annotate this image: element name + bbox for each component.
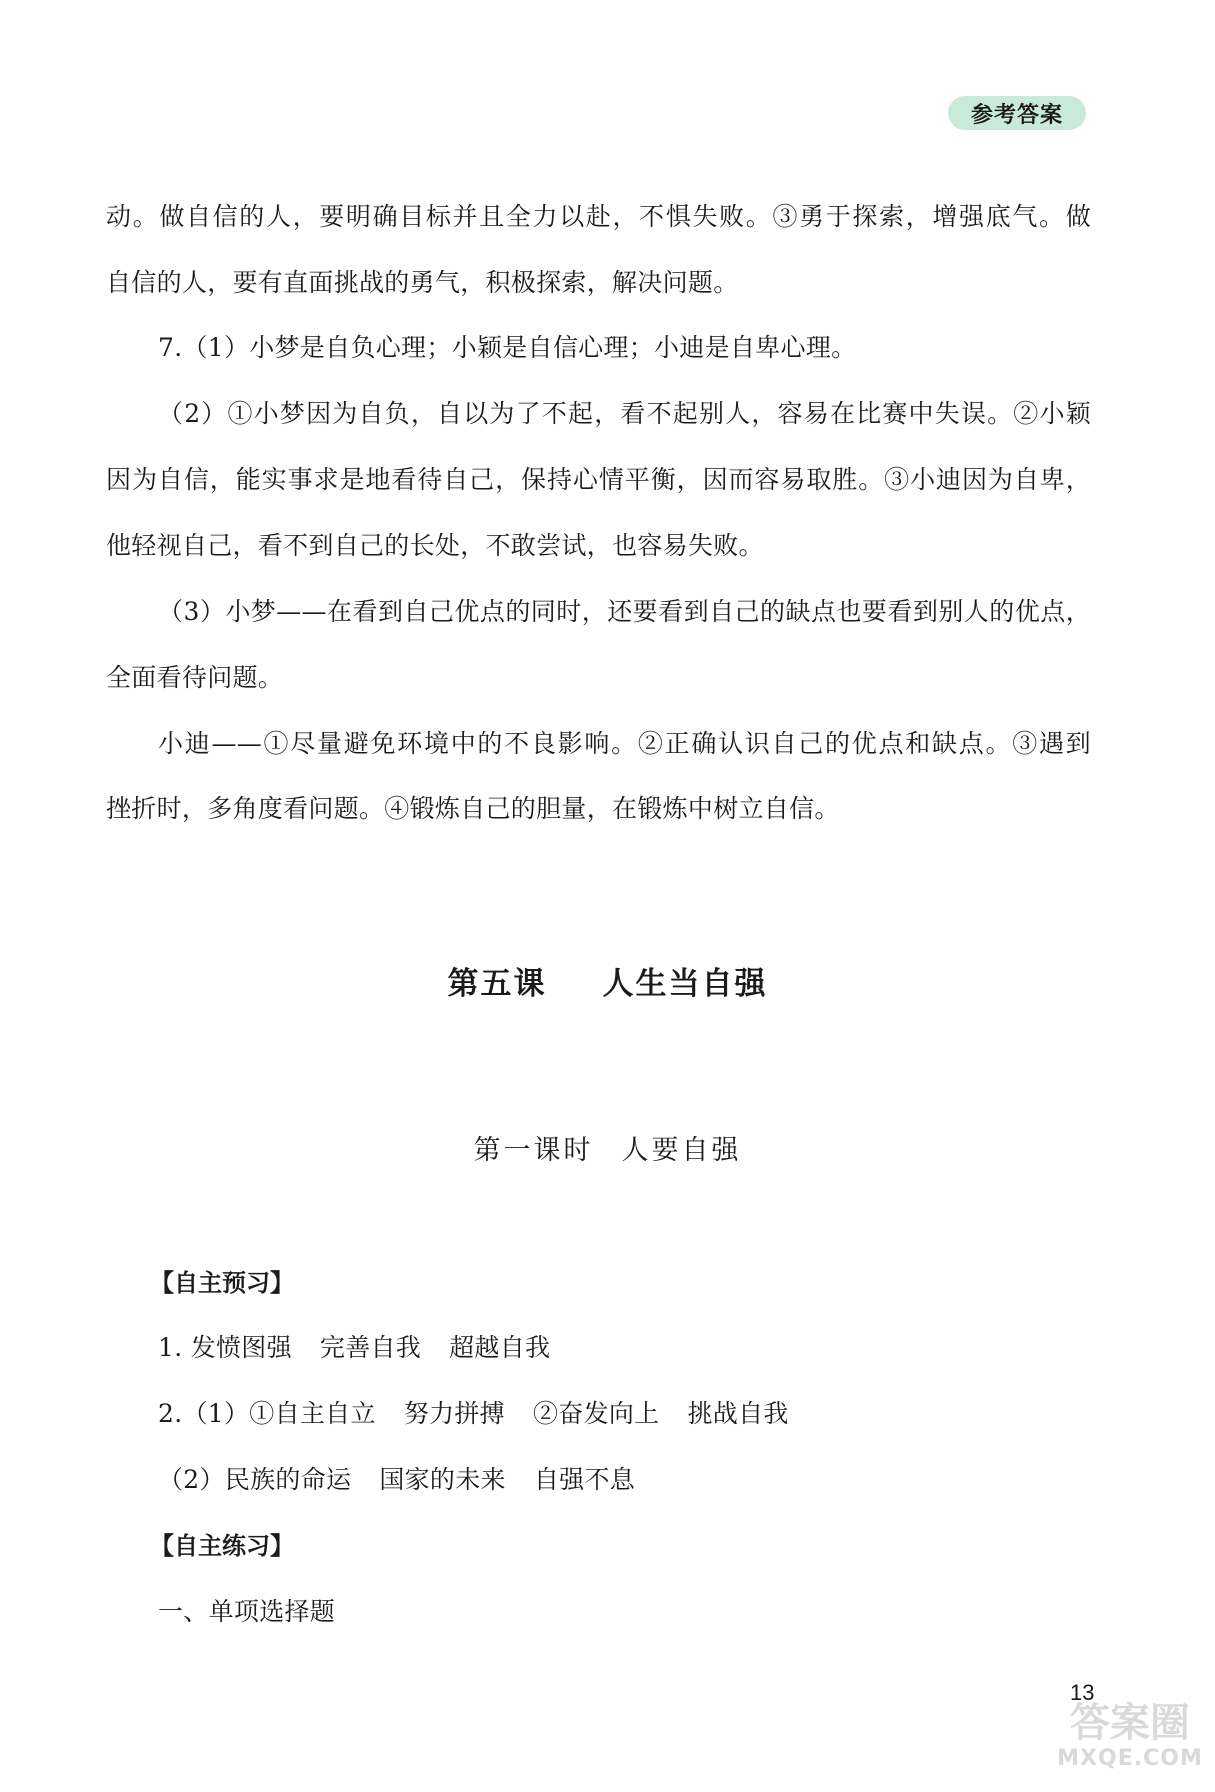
period-name: 人要自强: [621, 1135, 742, 1166]
lesson-title: [0, 958, 1215, 1003]
preview-q2-item: 努力拼搏: [403, 1399, 505, 1428]
preview-q2-num: 2.（1）: [158, 1399, 250, 1428]
question-7-1: 7.（1）小梦是自负心理；小颖是自信心理；小迪是自卑心理。: [158, 333, 857, 362]
watermark-text: 答案圈: [1070, 1700, 1190, 1746]
preview-q1: [158, 1331, 550, 1365]
preview-q1-item: 超越自我: [449, 1333, 551, 1362]
paragraph-line: 动。做自信的人，要明确目标并且全力以赴，不惧失败。③勇于探索，增强底气。做: [106, 202, 1091, 231]
preview-heading: 【自主预习】: [150, 1269, 294, 1297]
preview-q2-item: ②奋发向上: [532, 1399, 660, 1428]
preview-q2b-num: （2）: [158, 1465, 225, 1494]
question-7-3b-line: 小迪——①尽量避免环境中的不良影响。②正确认识自己的优点和缺点。③遇到: [158, 729, 1091, 758]
lesson-name: 人生当自强: [602, 966, 768, 1002]
preview-q1-item: 发愤图强: [190, 1333, 292, 1362]
preview-q2b: [158, 1463, 635, 1497]
watermark-logo: [1055, 1700, 1205, 1780]
header-answer-tab: 参考答案: [948, 96, 1086, 130]
preview-q1-num: 1.: [158, 1333, 183, 1362]
question-7-2-line: （2）①小梦因为自负，自以为了不起，看不起别人，容易在比赛中失误。②小颖: [158, 399, 1091, 428]
preview-q2b-item: 民族的命运: [224, 1465, 352, 1494]
practice-heading: 【自主练习】: [150, 1532, 294, 1560]
practice-section-1: 一、单项选择题: [158, 1597, 336, 1626]
page-number: 13: [1070, 1680, 1095, 1705]
preview-q2-item: ①自主自立: [249, 1399, 376, 1428]
question-7-2-line: 他轻视自己，看不到自己的长处，不敢尝试，也容易失败。: [106, 531, 764, 560]
question-7-3-line: （3）小梦——在看到自己优点的同时，还要看到自己的缺点也要看到别人的优点，: [158, 597, 1091, 626]
period-title: [0, 1128, 1215, 1167]
question-7-3b-line: 挫折时，多角度看问题。④锻炼自己的胆量，在锻炼中树立自信。: [106, 794, 840, 823]
lesson-number: 第五课: [447, 966, 547, 1002]
preview-q2-item: 挑战自我: [687, 1399, 789, 1428]
question-7-3-line: 全面看待问题。: [106, 663, 284, 692]
watermark-url: MXQE.COM: [1057, 1746, 1203, 1771]
period-number: 第一课时: [473, 1135, 594, 1166]
preview-q1-item: 完善自我: [319, 1333, 422, 1362]
preview-q2b-item: 自强不息: [533, 1465, 636, 1494]
preview-q2b-item: 国家的未来: [379, 1465, 506, 1494]
preview-q2: [158, 1397, 789, 1431]
paragraph-line: 自信的人，要有直面挑战的勇气，积极探索，解决问题。: [106, 268, 739, 297]
question-7-2-line: 因为自信，能实事求是地看待自己，保持心情平衡，因而容易取胜。③小迪因为自卑，: [106, 465, 1091, 494]
